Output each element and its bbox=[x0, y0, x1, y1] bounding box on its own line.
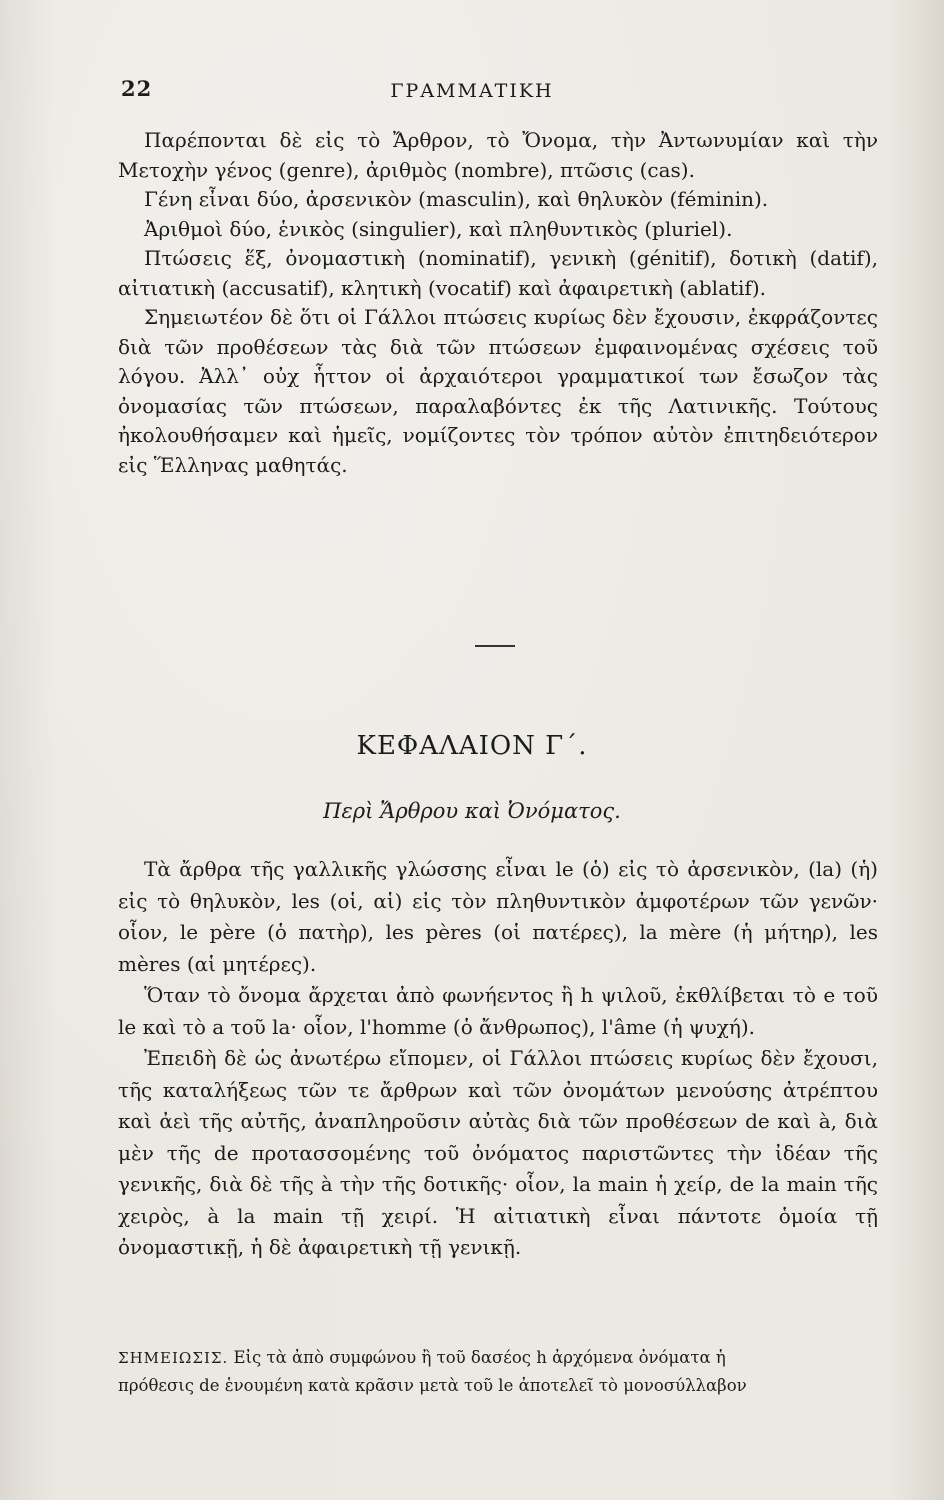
paragraph-cases: Πτώσεις ἕξ, ὀνομαστικὴ (nominatif), γενικὴ (génitif), δοτικὴ (datif), αἰτιατικὴ (accusatif), κλητικὴ (vocatif) καὶ ἀφαιρετικὴ (ablatif). bbox=[118, 246, 878, 300]
page-number: 22 bbox=[121, 76, 153, 101]
paragraph-french-articles: Τὰ ἄρθρα τῆς γαλλικῆς γλώσσης εἶναι le (ὁ) εἰς τὸ ἀρσενικὸν, (la) (ἡ) εἰς τὸ θηλυκὸν, les (οἱ, αἱ) εἰς τὸν πληθυντικὸν ἀμφοτέρων τῶν γενῶν· οἷον, le père (ὁ πατὴρ), les pères (οἱ πατέρες), la mère (ἡ μήτηρ), les mères (αἱ μητέρες). bbox=[118, 857, 878, 976]
chapter-title: ΚΕΦΑΛΑΙΟΝ Γ΄. bbox=[356, 731, 588, 761]
section-divider bbox=[475, 645, 515, 647]
chapter-subtitle: Περὶ Ἄρθρου καὶ Ὀνόματος. bbox=[323, 799, 621, 823]
paragraph-numbers: Ἀριθμοὶ δύο, ἑνικὸς (singulier), καὶ πληθυντικὸς (pluriel). bbox=[144, 216, 733, 241]
footnote-line-2: πρόθεσις de ἑνουμένη κατὰ κρᾶσιν μετὰ τοῦ le ἀποτελεῖ τὸ μονοσύλλαβον bbox=[118, 1376, 747, 1395]
footnote bbox=[118, 1344, 878, 1400]
footnote-text-1: Εἰς τὰ ἀπὸ συμφώνου ἢ τοῦ δασέος h ἀρχόμενα ὀνόματα ἡ bbox=[233, 1348, 726, 1367]
section-2-text bbox=[118, 854, 878, 1264]
running-title: ΓΡΑΜΜΑΤΙΚΗ bbox=[390, 80, 554, 102]
paragraph-elision: Ὅταν τὸ ὄνομα ἄρχεται ἀπὸ φωνήεντος ἢ h ψιλοῦ, ἐκθλίβεται τὸ e τοῦ le καὶ τὸ a τοῦ la· οἷον, l'homme (ὁ ἄνθρωπος), l'âme (ἡ ψυχή). bbox=[118, 983, 878, 1039]
paragraph-french-cases-remark: Σημειωτέον δὲ ὅτι οἱ Γάλλοι πτώσεις κυρίως δὲν ἔχουσιν, ἐκφράζοντες διὰ τῶν προθέσεων τὰς διὰ τῶν πτώσεων ἐμφαινομένας σχέσεις τοῦ λόγου. Ἀλλ᾽ οὐχ ἧττον οἱ ἀρχαιότεροι γραμματικοί των ἔσωζον τὰς ὀνομασίας τῶν πτώσεων, παραλαβόντες ἐκ τῆς Λατινικῆς. Τούτους ἠκολουθήσαμεν καὶ ἡμεῖς, νομίζοντες τὸν τρόπον αὐτὸν ἐπιτηδειότερον εἰς Ἕλληνας μαθητάς. bbox=[118, 305, 878, 477]
footnote-line-1 bbox=[118, 1344, 878, 1372]
paragraph-prepositions: Ἐπειδὴ δὲ ὡς ἀνωτέρω εἴπομεν, οἱ Γάλλοι πτώσεις κυρίως δὲν ἔχουσι, τῆς καταλήξεως τῶν τε ἄρθρων καὶ τῶν ὀνομάτων μενούσης ἀτρέπτου καὶ ἀεὶ τῆς αὐτῆς, ἀναπληροῦσιν αὐτὰς διὰ τῶν προθέσεων de καὶ à, διὰ μὲν τῆς de προτασσομένης τοῦ ὀνόματος παριστῶντες τὴν ἰδέαν τῆς γενικῆς, διὰ δὲ τῆς à τὴν τῆς δοτικῆς· οἷον, la main ἡ χείρ, de la main τῆς χειρὸς, à la main τῇ χειρί. Ἡ αἰτιατικὴ εἶναι πάντοτε ὁμοία τῇ ὀνομαστικῇ, ἡ δὲ ἀφαιρετικὴ τῇ γενικῇ. bbox=[118, 1046, 878, 1259]
paragraph-accidents: Παρέπονται δὲ εἰς τὸ Ἄρθρον, τὸ Ὄνομα, τὴν Ἀντωνυμίαν καὶ τὴν Μετοχὴν γένος (genre), ἀριθμὸς (nombre), πτῶσις (cas). bbox=[118, 128, 878, 182]
footnote-label: ΣΗΜΕΙΩΣΙΣ. bbox=[118, 1349, 229, 1367]
paragraph-genders: Γένη εἶναι δύο, ἀρσενικὸν (masculin), καὶ θηλυκὸν (féminin). bbox=[144, 187, 769, 211]
section-1-text bbox=[118, 126, 878, 480]
